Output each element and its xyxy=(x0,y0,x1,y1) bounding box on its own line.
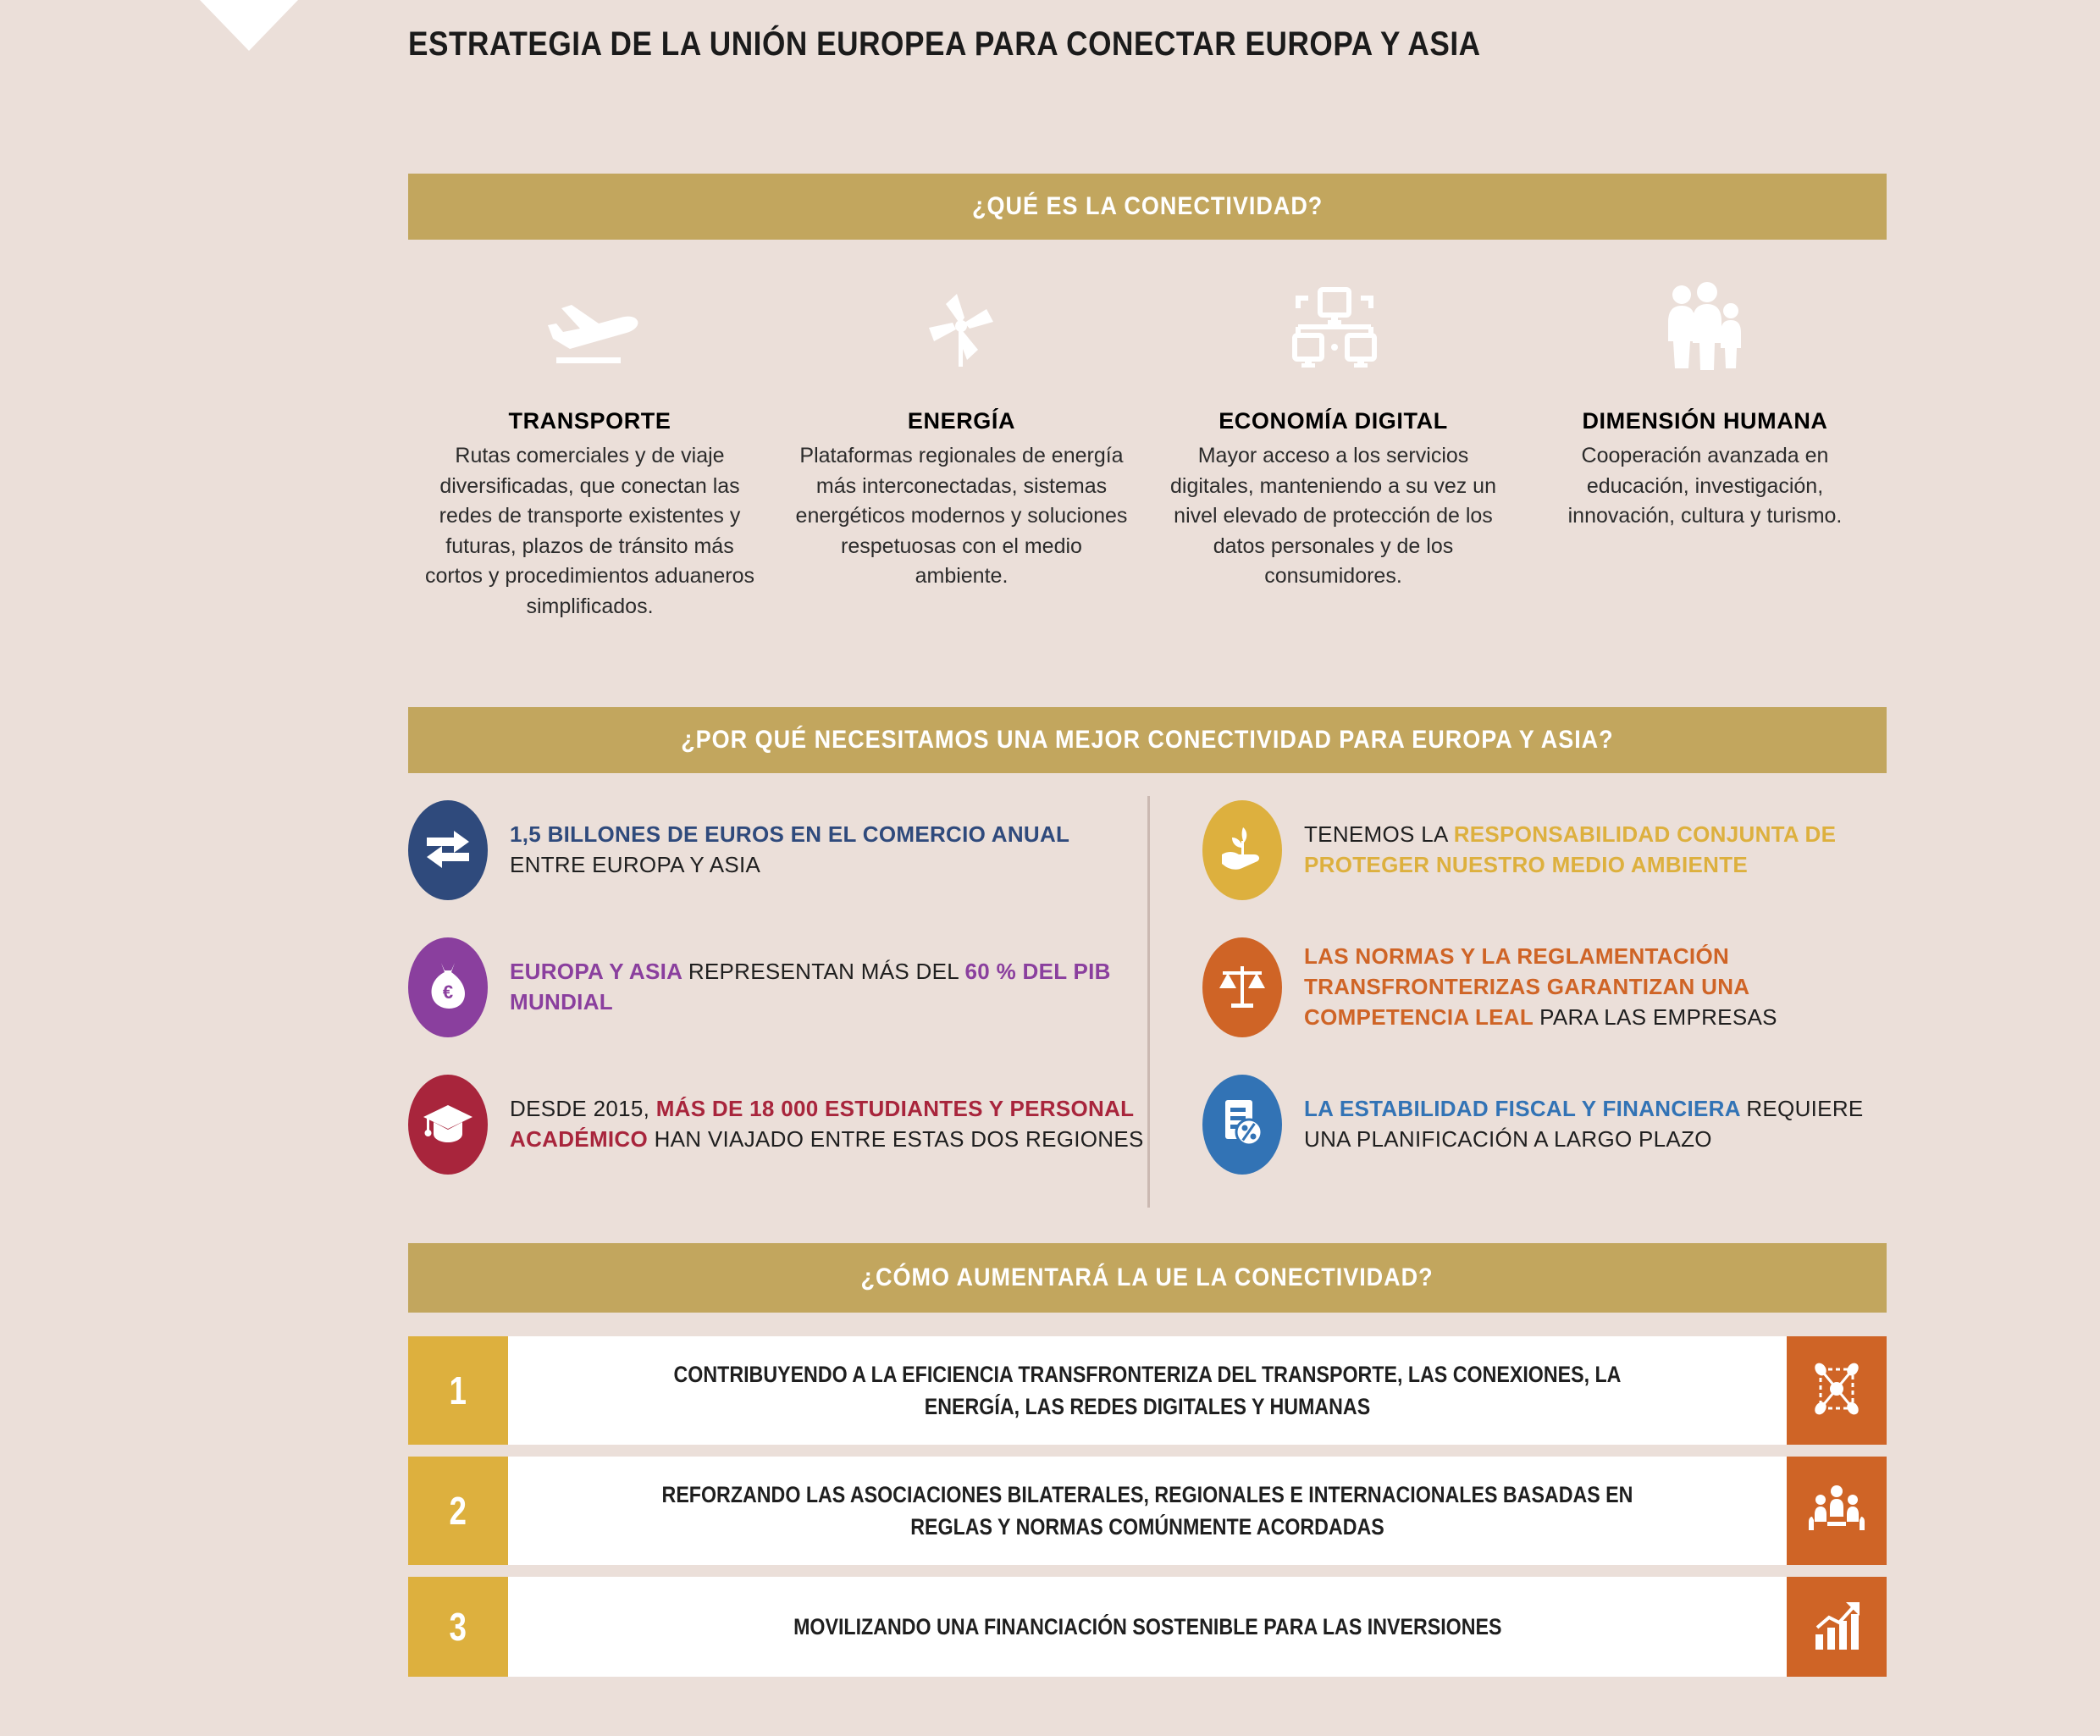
card-energia xyxy=(780,267,1143,622)
card-transporte-title: TRANSPORTE xyxy=(508,408,671,434)
why-item-gdp-text xyxy=(510,957,1147,1018)
plain-phrase: REQUIERE UNA PLANIFICACIÓN A LARGO PLAZO xyxy=(1304,1096,1864,1152)
growth-chart-arrow-icon xyxy=(1810,1599,1863,1656)
plain-phrase: PARA LAS EMPRESAS xyxy=(1539,1003,1777,1030)
why-item-students xyxy=(408,1070,1147,1179)
scales-justice-icon xyxy=(1216,961,1268,1015)
banner-label: ¿POR QUÉ NECESITAMOS UNA MEJOR CONECTIVIDAD PARA EUROPA Y ASIA? xyxy=(681,726,1614,754)
computer-network-icon xyxy=(1283,283,1384,374)
why-badge-environment xyxy=(1202,800,1282,900)
why-column-left xyxy=(408,796,1147,1208)
how-row-3-number-label: 3 xyxy=(449,1605,467,1649)
airplane-takeoff-icon xyxy=(531,286,649,371)
how-row-2-text: REFORZANDO LAS ASOCIACIONES BILATERALES, REGIONALES E INTERNACIONALES BASADAS EN REGLAS Y NORMAS COMÚNMENTE ACORDADAS xyxy=(661,1481,1633,1540)
why-column-right xyxy=(1147,796,1887,1208)
plain-phrase: TENEMOS LA xyxy=(1304,821,1454,848)
page-title: ESTRATEGIA DE LA UNIÓN EUROPEA PARA CONECTAR EUROPA Y ASIA xyxy=(408,25,1481,63)
how-row-3-number xyxy=(408,1577,508,1677)
banner-label: ¿QUÉ ES LA CONECTIVIDAD? xyxy=(971,192,1324,220)
how-row-3-text-cell xyxy=(508,1577,1787,1677)
why-item-students-text xyxy=(510,1094,1147,1155)
card-dimension-humana xyxy=(1523,267,1887,622)
why-connectivity-reasons xyxy=(408,796,1887,1208)
connectivity-cards xyxy=(408,267,1887,622)
highlighted-phrase: LAS NORMAS Y LA REGLAMENTACIÓN TRANSFRONTERIZAS GARANTIZAN UNA COMPETENCIA LEAL xyxy=(1304,943,1749,1030)
money-bag-euro-icon xyxy=(426,959,470,1016)
how-row-2-text-cell xyxy=(508,1457,1787,1565)
highlighted-phrase: 1,5 BILLONES DE EUROS EN EL COMERCIO ANUAL xyxy=(510,821,1069,848)
how-row-1-icon-cell xyxy=(1787,1336,1887,1445)
card-economia-digital-title: ECONOMÍA DIGITAL xyxy=(1219,408,1448,434)
why-badge-gdp xyxy=(408,937,488,1037)
card-economia-digital-header xyxy=(1152,267,1515,390)
why-item-gdp-share xyxy=(408,933,1147,1042)
card-energia-title: ENERGÍA xyxy=(907,408,1016,434)
card-energia-header xyxy=(780,267,1143,390)
highlighted-phrase: LA ESTABILIDAD FISCAL Y FINANCIERA xyxy=(1304,1096,1747,1122)
how-row-3-text: MOVILIZANDO UNA FINANCIACIÓN SOSTENIBLE PARA LAS INVERSIONES xyxy=(793,1613,1502,1639)
why-item-fiscal-text xyxy=(1304,1094,1887,1155)
card-economia-digital xyxy=(1152,267,1515,622)
how-row-2-icon-cell xyxy=(1787,1457,1887,1565)
why-item-regulation-text xyxy=(1304,942,1887,1033)
why-badge-students xyxy=(408,1075,488,1175)
why-item-environment xyxy=(1202,796,1887,904)
card-dimension-humana-body: Cooperación avanzada en educación, investigación, innovación, cultura y turismo. xyxy=(1567,444,1843,528)
how-row-1-number-label: 1 xyxy=(449,1368,467,1413)
section-banner-how-eu-increases xyxy=(408,1243,1887,1313)
why-badge-fiscal xyxy=(1202,1075,1282,1175)
wind-turbine-icon xyxy=(915,282,1009,375)
why-item-trade-volume xyxy=(408,796,1147,904)
card-transporte-header xyxy=(408,267,771,390)
how-row-2-number-label: 2 xyxy=(449,1489,467,1533)
family-people-icon xyxy=(1655,282,1756,375)
banner-label: ¿CÓMO AUMENTARÁ LA UE LA CONECTIVIDAD? xyxy=(860,1263,1434,1291)
card-dimension-humana-header xyxy=(1523,267,1887,390)
network-nodes-icon xyxy=(1810,1361,1863,1421)
plain-phrase: REPRESENTAN MÁS DEL xyxy=(688,959,965,985)
two-way-arrows-icon xyxy=(423,827,472,874)
why-item-environment-text xyxy=(1304,820,1887,881)
section-banner-what-is-connectivity xyxy=(408,174,1887,240)
card-economia-digital-body: Mayor acceso a los servicios digitales, manteniendo a su vez un nivel elevado de protección de los datos personales y de los consumidores. xyxy=(1170,444,1496,588)
how-row-3-icon-cell xyxy=(1787,1577,1887,1677)
card-dimension-humana-title: DIMENSIÓN HUMANA xyxy=(1582,408,1828,434)
plain-phrase: HAN VIAJADO ENTRE ESTAS DOS REGIONES xyxy=(654,1126,1144,1152)
meeting-people-icon xyxy=(1809,1483,1865,1540)
how-row-1-text-cell xyxy=(508,1336,1787,1445)
card-transporte-body: Rutas comerciales y de viaje diversificadas, que conectan las redes de transporte existentes y futuras, plazos de tránsito más cortos y procedimientos aduaneros simplificados. xyxy=(424,444,755,618)
highlighted-phrase: EUROPA Y ASIA xyxy=(510,959,688,985)
hand-plant-icon xyxy=(1217,822,1268,879)
corner-triangle-decoration xyxy=(200,0,298,51)
why-item-fiscal-stability xyxy=(1202,1070,1887,1179)
why-badge-trade xyxy=(408,800,488,900)
how-row-2 xyxy=(408,1457,1887,1565)
highlighted-phrase: RESPONSABILIDAD CONJUNTA DE PROTEGER NUESTRO MEDIO AMBIENTE xyxy=(1304,821,1837,877)
how-row-1 xyxy=(408,1336,1887,1445)
why-item-trade-text xyxy=(510,820,1147,881)
highlighted-phrase: MÁS DE 18 000 ESTUDIANTES Y PERSONAL ACADÉMICO xyxy=(510,1096,1134,1152)
how-row-1-number xyxy=(408,1336,508,1445)
graduation-cap-icon xyxy=(422,1102,474,1148)
card-energia-body: Plataformas regionales de energía más interconectadas, sistemas energéticos modernos y soluciones respetuosas con el medio ambiente. xyxy=(795,444,1128,588)
card-transporte xyxy=(408,267,771,622)
why-badge-regulation xyxy=(1202,937,1282,1037)
highlighted-phrase: 60 % DEL PIB MUNDIAL xyxy=(510,959,1111,1015)
how-steps-list xyxy=(408,1336,1887,1689)
how-row-2-number xyxy=(408,1457,508,1565)
plain-phrase: ENTRE EUROPA Y ASIA xyxy=(510,852,761,877)
section-banner-why-connectivity xyxy=(408,707,1887,773)
tax-document-percent-icon xyxy=(1219,1097,1266,1153)
plain-phrase: DESDE 2015, xyxy=(510,1096,656,1122)
how-row-1-text: CONTRIBUYENDO A LA EFICIENCIA TRANSFRONTERIZA DEL TRANSPORTE, LAS CONEXIONES, LA ENERGÍA, LAS REDES DIGITALES Y HUMANAS xyxy=(673,1361,1622,1419)
why-item-regulation xyxy=(1202,933,1887,1042)
svg-text:€: € xyxy=(442,981,454,1003)
how-row-3 xyxy=(408,1577,1887,1677)
